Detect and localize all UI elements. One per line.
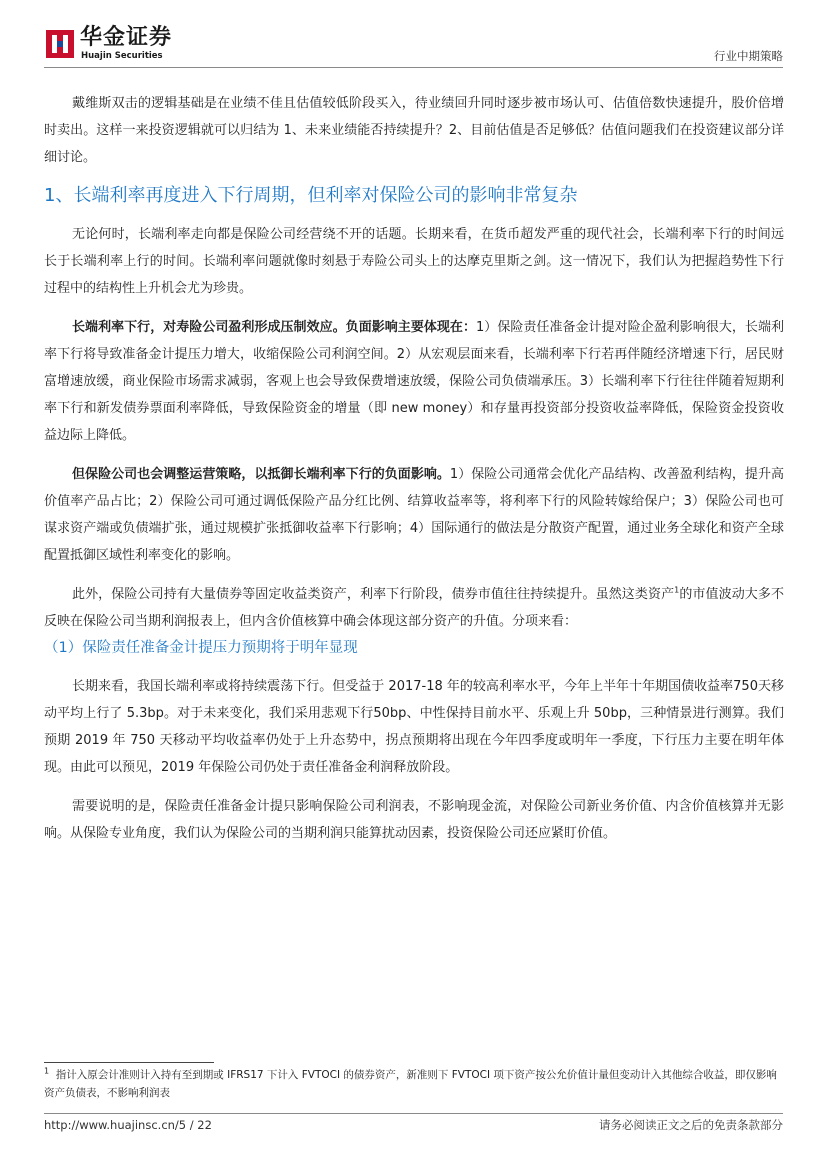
- footnote: [44, 1066, 784, 1102]
- footer-disclaimer: 请务必阅读正文之后的免责条款部分: [599, 1118, 783, 1132]
- logo-chinese-name: 华金证券: [80, 25, 173, 50]
- logo-english-name: Huajin Securities: [81, 51, 163, 61]
- footnote-reference[interactable]: 1: [674, 585, 680, 595]
- paragraph-6: 需要说明的是，保险责任准备金计提只影响保险公司利润表，不影响现金流，对保险公司新业务价值、内含价值核算并无影响。从保险专业角度，我们认为保险公司的当期利润只能算扰动因素，投资保险公司还应紧盯价值。: [44, 799, 784, 841]
- footer-url-page[interactable]: http://www.huajinsc.cn/5 / 22: [44, 1118, 212, 1132]
- paragraph-4: [44, 581, 784, 635]
- paragraph-2-lead: 长端利率下行，对寿险公司盈利形成压制效应。负面影响主要体现在：: [72, 320, 476, 335]
- paragraph-2-body: 1）保险责任准备金计提对险企盈利影响很大，长端利率下行将导致准备金计提压力增大，收缩保险公司利润空间。2）从宏观层面来看，长端利率下行若再伴随经济增速下行，居民财富增速放缓，商业保险市场需求减弱，客观上也会导致保费增速放缓，保险公司负债端承压。3）长端利率下行往往伴随着短期利率下行和新发债券票面利率降低，导致保险资金的增量（即 new money）和存量再投资部分投资收益率降低，保险资金投资收益边际上降低。: [44, 320, 784, 443]
- header-divider: [44, 67, 783, 68]
- section-1-heading: 1、长端利率再度进入下行周期，但利率对保险公司的影响非常复杂: [44, 185, 578, 206]
- paragraph-4-part-b: 的市值波动大多不反映在保险公司当期利润报表上，但内含价值核算中确会体现这部分资产的升值。分项来看：: [44, 587, 784, 629]
- paragraph-4-part-a: 此外，保险公司持有大量债券等固定收益类资产，利率下行阶段，债券市值往往持续提升。虽然这类资产: [72, 587, 675, 602]
- footnote-divider: [44, 1062, 214, 1063]
- footnote-text: 指计入原会计准则计入持有至到期或 IFRS17 下计入 FVTOCI 的债券资产，新准则下 FVTOCI 项下资产按公允价值计量但变动计入其他综合收益，即仅影响资产负债表，不影响利润表: [44, 1069, 777, 1099]
- main-content: [44, 90, 784, 847]
- footer-divider: [44, 1113, 783, 1114]
- intro-paragraph: 戴维斯双击的逻辑基础是在业绩不佳且估值较低阶段买入，待业绩回升同时逐步被市场认可、估值倍数快速提升，股价倍增时卖出。这样一来投资逻辑就可以归结为 1、未来业绩能否持续提升？2、目前估值是否足够低？估值问题我们在投资建议部分详细讨论。: [44, 96, 784, 165]
- page-header: [0, 0, 827, 72]
- huajin-logo-icon: [46, 30, 74, 58]
- paragraph-1: 无论何时，长端利率走向都是保险公司经营绕不开的话题。长期来看，在货币超发严重的现代社会，长端利率下行的时间远长于长端利率上行的时间。长端利率问题就像时刻悬于寿险公司头上的达摩克里斯之剑。这一情况下，我们认为把握趋势性下行过程中的结构性上升机会尤为珍贵。: [44, 227, 784, 296]
- paragraph-3-body: 1）保险公司通常会优化产品结构、改善盈利结构，提升高价值率产品占比；2）保险公司可通过调低保险产品分红比例、结算收益率等，将利率下行的风险转嫁给保户；3）保险公司也可谋求资产端或负债端扩张，通过规模扩张抵御收益率下行影响；4）国际通行的做法是分散资产配置，通过业务全球化和资产全球配置抵御区域性利率变化的影响。: [44, 467, 784, 563]
- report-type: 行业中期策略: [714, 49, 783, 63]
- footnote-mark: 1: [44, 1066, 50, 1076]
- paragraph-3: [44, 461, 784, 569]
- paragraph-5: 长期来看，我国长端利率或将持续震荡下行。但受益于 2017-18 年的较高利率水平，今年上半年十年期国债收益率750天移动平均上行了 5.3bp。对于未来变化，我们采用悲观下行50bp、中性保持目前水平、乐观上升 50bp，三种情景进行测算。我们预期 2019 年 750 天移动平均收益率仍处于上升态势中，拐点预期将出现在今年四季度或明年一季度，下行压力主要在明年体现。由此可以预见，2019 年保险公司仍处于责任准备金利润释放阶段。: [44, 679, 784, 775]
- subsection-1-heading: （1）保险责任准备金计提压力预期将于明年显现: [44, 640, 358, 656]
- paragraph-2: [44, 314, 784, 449]
- paragraph-3-lead: 但保险公司也会调整运营策略，以抵御长端利率下行的负面影响。: [72, 467, 450, 482]
